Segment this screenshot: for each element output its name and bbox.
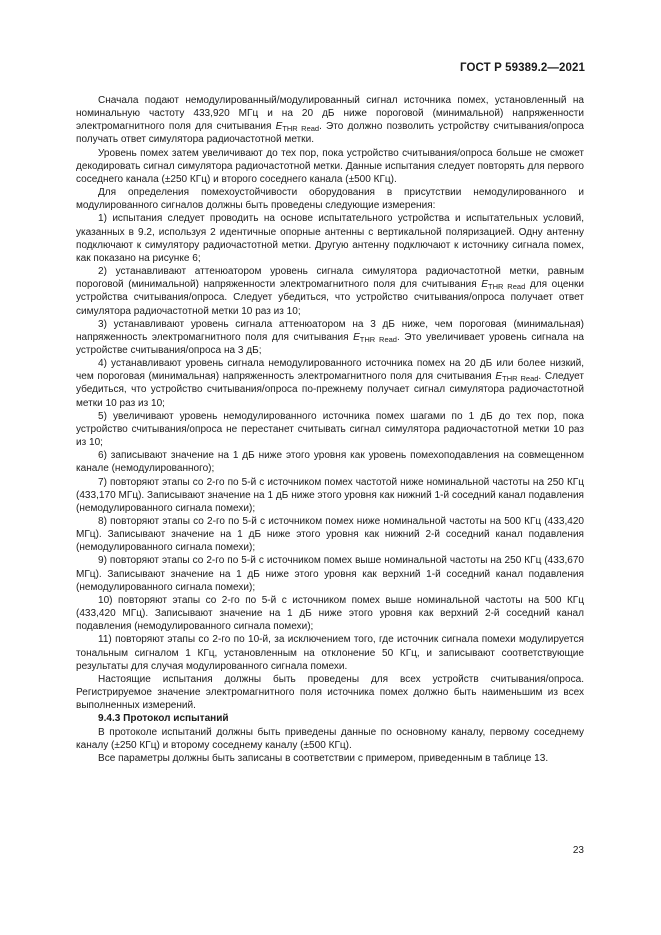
paragraph-text: 4) устанавливают уровень сигнала немодулированного источника помех на 20 дБ или более низкий, чем пороговая (минимальная) напряженность электромагнитного поля для считывания	[76, 358, 584, 383]
paragraph-text: Сначала подают немодулированный/модулированный сигнал источника помех, установленный на номинальную частоту 433,920 МГц и на 20 дБ ниже пороговой (минимальной) напряженности электромагнитного поля для считывания	[76, 95, 584, 133]
paragraph	[76, 673, 584, 712]
paragraph-text: 3) устанавливают уровень сигнала аттенюатором на 3 дБ ниже, чем пороговая (минимальная) напряженность электромагнитного поля для считывания	[76, 318, 584, 343]
paragraph-text: 8) повторяют этапы со 2-го по 5-й с источником помех ниже номинальной частоты на 500 КГц (433,420 МГц). Записывают значение на 1 дБ ниже этого уровня как нижний 2-й соседний канал подавления (немодулированного сигнала помехи);	[76, 516, 584, 554]
paragraph	[76, 515, 584, 554]
paragraph-text-tail: . Это должно позволить устройству считывания/опроса получать ответ симулятора радиочастотной метки.	[76, 121, 585, 146]
paragraph-text: Настоящие испытания должны быть проведены для всех устройств считывания/опроса. Регистрируемое значение электромагнитного поля источника помех должно быть наименьшим из всех выполненных измерений.	[76, 673, 584, 712]
paragraph-text: 9.4.3 Протокол испытаний	[98, 713, 229, 725]
field-strength-subscript: THR Read	[359, 334, 397, 344]
paragraph-text: 9) повторяют этапы со 2-го по 5-й с источником помех выше номинальной частоты на 250 КГц (433,670 МГц). Записывают значение на 1 дБ ниже этого уровня как верхний 1-й соседний канал подавления (немодулированного сигнала помехи);	[76, 555, 584, 593]
paragraph	[76, 449, 584, 475]
paragraph	[76, 212, 584, 265]
section-heading	[76, 712, 584, 725]
page-number: 23	[572, 845, 584, 856]
paragraph	[76, 186, 584, 212]
document-id-header: ГОСТ Р 59389.2—2021	[460, 62, 585, 74]
paragraph-text: 5) увеличивают уровень немодулированного источника помех шагами по 1 дБ до тех пор, пока устройство считывания/опроса не перестанет считывать сигнал симулятора радиочастотной метки 10 раз из 10;	[76, 410, 584, 449]
paragraph-text: Все параметры должны быть записаны в соответствии с примером, приведенным в таблице 13.	[98, 752, 549, 764]
paragraph-text: 10) повторяют этапы со 2-го по 5-й с источником помех выше номинальной частоты на 500 КГц (433,420 МГц). Записывают значение на 1 дБ ниже этого уровня как верхний 2-й соседний канал подавления (немодулированного сигнала помехи);	[76, 594, 584, 633]
paragraph-text-tail: . Следует убедиться, что устройство считывания/опроса по-прежнему получает сигнал симулятора радиочастотной метки 10 раз из 10;	[76, 371, 584, 409]
paragraph	[76, 633, 584, 672]
paragraph	[76, 726, 584, 752]
paragraph-text: 7) повторяют этапы со 2-го по 5-й с источником помех частотой ниже номинальной частоты на 250 КГц (433,170 МГц). Записывают значение на 1 дБ ниже этого уровня как нижний 1-й соседний канал подавления (немодулированного сигнала помехи);	[76, 476, 584, 514]
field-strength-symbol: E	[353, 331, 360, 343]
paragraph-text: Уровень помех затем увеличивают до тех пор, пока устройство считывания/опроса больше не сможет декодировать сигнал симулятора радиочастотной метки. Данные испытания следует повторять для первого соседнего канала (±250 КГц) и второго соседнего канала (±500 КГц).	[76, 147, 584, 185]
paragraph	[76, 594, 584, 633]
paragraph	[76, 318, 584, 357]
paragraph-text: Для определения помехоустойчивости оборудования в присутствии немодулированного и модулированного сигналов должны быть проведены следующие измерения:	[76, 187, 584, 212]
paragraph-text: 1) испытания следует проводить на основе испытательного устройства и испытательных условий, указанных в 9.2, используя 2 идентичные опорные антенны с вертикальной поляризацией. Одну антенну подключают к симулятору радиочастотной метки. Другую антенну подключают к источнику сигнала помех, как показано на рисунке 6;	[76, 213, 584, 264]
paragraph-text: 6) записывают значение на 1 дБ ниже этого уровня как уровень помехоподавления на совмещенном канале (немодулированного);	[76, 450, 584, 475]
paragraph	[76, 94, 584, 147]
paragraph-text: 11) повторяют этапы со 2-го по 10-й, за исключением того, где источник сигнала помехи модулируется тональным сигналом 1 КГц, установленным на отклонение 50 КГц, и записывают соответствующие результаты для случая модулированного сигнала помехи.	[76, 634, 584, 672]
field-strength-symbol: E	[495, 371, 503, 383]
field-strength-subscript: THR Read	[502, 374, 539, 384]
paragraph	[76, 147, 584, 186]
paragraph	[76, 410, 584, 449]
paragraph-text: 2) устанавливают аттенюатором уровень сигнала симулятора радиочастотной метки, равным пороговой (минимальной) напряженности электромагнитного поля для считывания	[76, 266, 584, 291]
paragraph	[76, 752, 584, 765]
field-strength-symbol: E	[481, 279, 488, 291]
paragraph-text: В протоколе испытаний должны быть приведены данные по основному каналу, первому соседнему каналу (±250 КГц) и второму соседнему каналу (±500 КГц).	[76, 726, 584, 751]
field-strength-subscript: THR Read	[282, 124, 320, 134]
field-strength-subscript: THR Read	[488, 282, 526, 292]
paragraph	[76, 554, 584, 593]
paragraph	[76, 476, 584, 515]
document-body	[76, 94, 584, 765]
paragraph-text-tail: . Это увеличивает уровень сигнала на устройстве считывания/опроса на 3 дБ;	[76, 331, 584, 356]
paragraph	[76, 357, 584, 410]
paragraph	[76, 265, 584, 318]
paragraph-text-tail: для оценки устройства считывания/опроса. Следует убедиться, что устройство считывания/опроса получает ответ симулятора радиочастотной метки 10 раз из 10;	[76, 279, 584, 317]
field-strength-symbol: E	[275, 121, 283, 133]
